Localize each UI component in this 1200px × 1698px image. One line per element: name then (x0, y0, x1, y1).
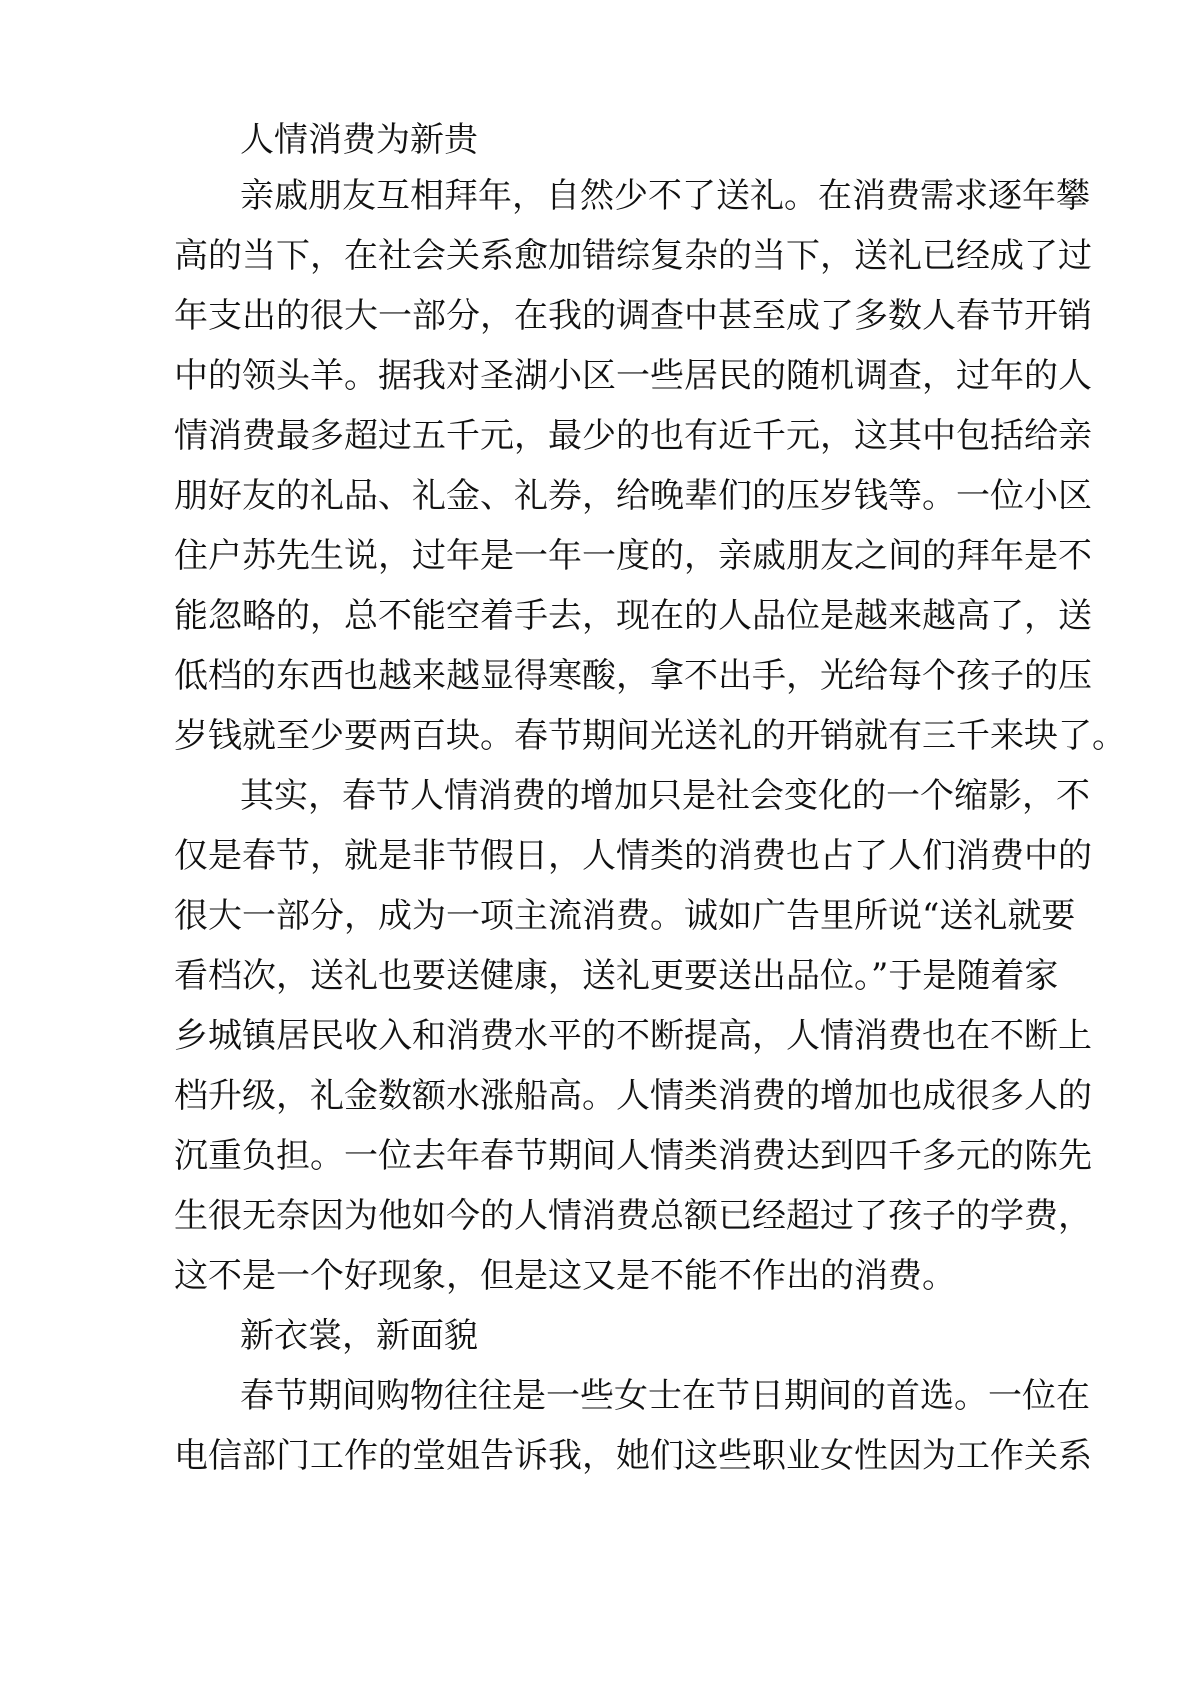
paragraph-line: 亲戚朋友互相拜年，自然少不了送礼。在消费需求逐年攀 (240, 176, 1090, 216)
paragraph-line: 中的领头羊。据我对圣湖小区一些居民的随机调查，过年的人 (174, 356, 1092, 396)
paragraph-line: 岁钱就至少要两百块。春节期间光送礼的开销就有三千来块了。 (174, 716, 1126, 756)
paragraph-line: 档升级，礼金数额水涨船高。人情类消费的增加也成很多人的 (174, 1076, 1092, 1116)
paragraph-line: 能忽略的，总不能空着手去，现在的人品位是越来越高了，送 (174, 596, 1092, 636)
paragraph-line: 朋好友的礼品、礼金、礼券，给晚辈们的压岁钱等。一位小区 (174, 476, 1092, 516)
paragraph-line: 春节期间购物往往是一些女士在节日期间的首选。一位在 (240, 1376, 1090, 1416)
paragraph-line: 很大一部分，成为一项主流消费。诚如广告里所说“送礼就要 (174, 896, 1076, 936)
paragraph-line: 生很无奈因为他如今的人情消费总额已经超过了孩子的学费， (174, 1196, 1092, 1236)
paragraph-line: 电信部门工作的堂姐告诉我，她们这些职业女性因为工作关系 (174, 1436, 1092, 1476)
paragraph-line: 低档的东西也越来越显得寒酸，拿不出手，光给每个孩子的压 (174, 656, 1092, 696)
paragraph-line: 沉重负担。一位去年春节期间人情类消费达到四千多元的陈先 (174, 1136, 1092, 1176)
paragraph-line: 看档次，送礼也要送健康，送礼更要送出品位。”于是随着家 (174, 956, 1059, 996)
paragraph-line: 仅是春节，就是非节假日，人情类的消费也占了人们消费中的 (174, 836, 1092, 876)
paragraph-line: 乡城镇居民收入和消费水平的不断提高，人情消费也在不断上 (174, 1016, 1092, 1056)
section-heading: 人情消费为新贵 (240, 120, 478, 160)
section-heading: 新衣裳，新面貌 (240, 1316, 478, 1356)
paragraph-line: 其实，春节人情消费的增加只是社会变化的一个缩影，不 (240, 776, 1090, 816)
paragraph-line: 情消费最多超过五千元，最少的也有近千元，这其中包括给亲 (174, 416, 1092, 456)
paragraph-line: 年支出的很大一部分，在我的调查中甚至成了多数人春节开销 (174, 296, 1092, 336)
paragraph-line: 住户苏先生说，过年是一年一度的，亲戚朋友之间的拜年是不 (174, 536, 1092, 576)
paragraph-line: 高的当下，在社会关系愈加错综复杂的当下，送礼已经成了过 (174, 236, 1092, 276)
paragraph-line: 这不是一个好现象，但是这又是不能不作出的消费。 (174, 1256, 956, 1296)
